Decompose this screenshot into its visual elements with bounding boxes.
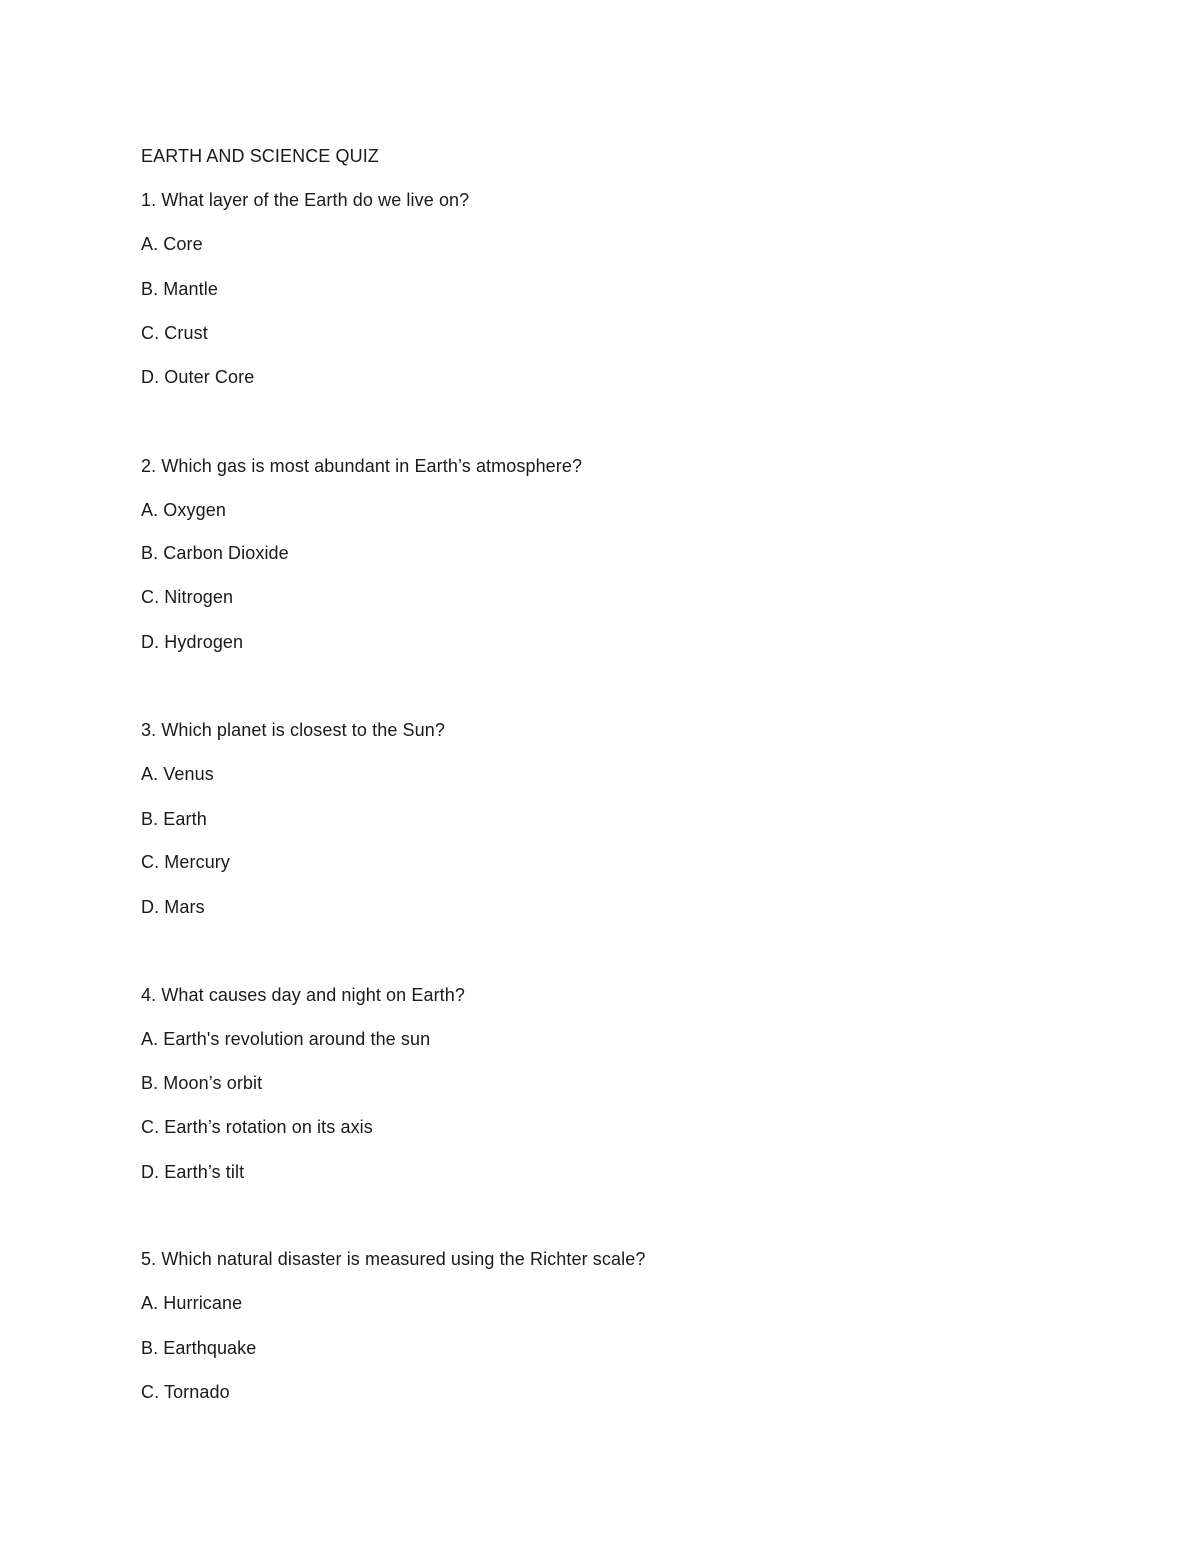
question-2-option-d: D. Hydrogen — [141, 632, 244, 652]
question-5-option-b: B. Earthquake — [141, 1338, 257, 1358]
question-1-option-d: D. Outer Core — [141, 367, 255, 387]
question-3-option-b: B. Earth — [141, 809, 207, 829]
question-4-option-b: B. Moon’s orbit — [141, 1073, 263, 1093]
question-4-option-d: D. Earth’s tilt — [141, 1162, 245, 1182]
question-1: 1. What layer of the Earth do we live on? — [141, 190, 470, 210]
question-2-option-a: A. Oxygen — [141, 500, 226, 520]
question-2: 2. Which gas is most abundant in Earth’s atmosphere? — [141, 456, 583, 476]
question-2-option-b: B. Carbon Dioxide — [141, 543, 289, 563]
question-4-option-c: C. Earth’s rotation on its axis — [141, 1117, 373, 1137]
question-1-option-a: A. Core — [141, 234, 203, 254]
question-4-option-a: A. Earth's revolution around the sun — [141, 1029, 431, 1049]
question-5-option-a: A. Hurricane — [141, 1293, 243, 1313]
question-1-option-b: B. Mantle — [141, 279, 218, 299]
question-1-option-c: C. Crust — [141, 323, 208, 343]
question-3: 3. Which planet is closest to the Sun? — [141, 720, 445, 740]
question-4: 4. What causes day and night on Earth? — [141, 985, 466, 1005]
quiz-title: EARTH AND SCIENCE QUIZ — [141, 146, 379, 166]
question-3-option-d: D. Mars — [141, 897, 205, 917]
question-3-option-c: C. Mercury — [141, 852, 231, 872]
question-2-option-c: C. Nitrogen — [141, 587, 234, 607]
question-5: 5. Which natural disaster is measured using the Richter scale? — [141, 1249, 646, 1269]
question-5-option-c: C. Tornado — [141, 1382, 230, 1402]
question-3-option-a: A. Venus — [141, 764, 214, 784]
